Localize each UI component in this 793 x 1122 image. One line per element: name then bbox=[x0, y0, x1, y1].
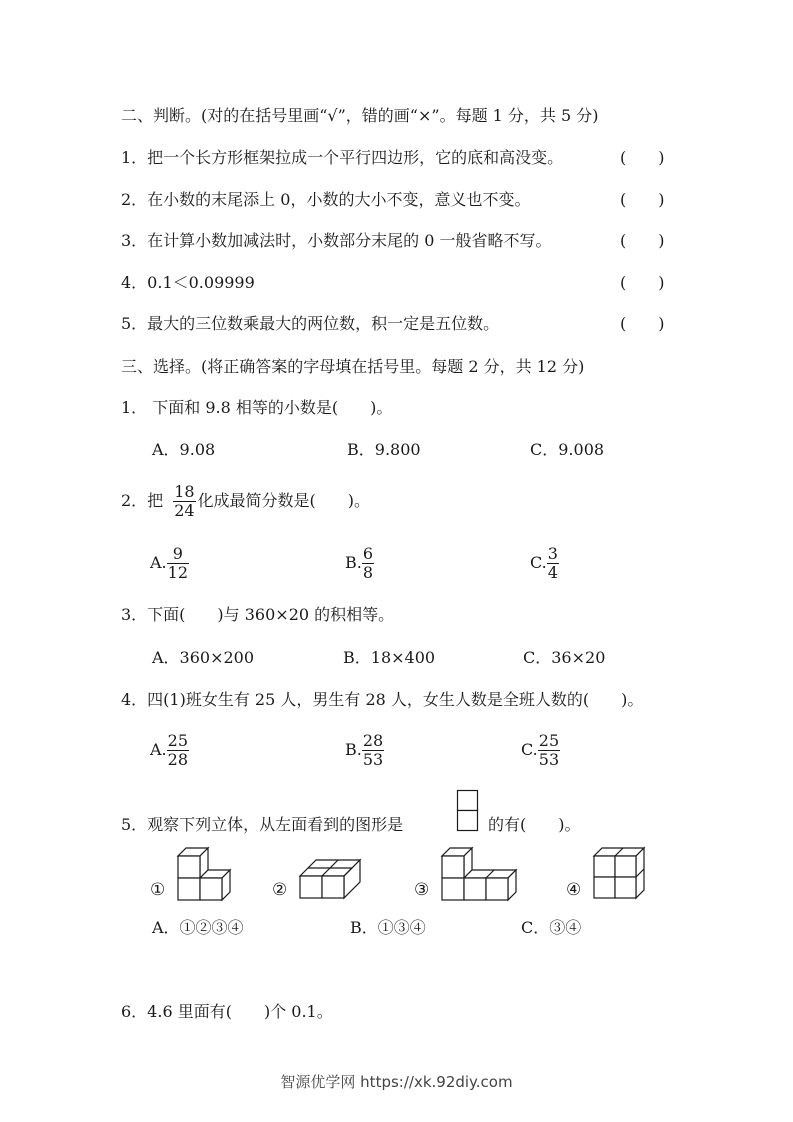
judge-item-4: 4．0.1＜0.09999 bbox=[121, 273, 255, 292]
q4-option-c[interactable] bbox=[521, 730, 560, 770]
q4-option-a-label: A. bbox=[150, 740, 167, 759]
cube-figure-1-icon bbox=[178, 846, 234, 902]
q5-suffix: 的有( )。 bbox=[488, 815, 581, 834]
left-view-shape-icon bbox=[457, 790, 481, 834]
q4-option-b[interactable] bbox=[345, 730, 384, 770]
judge-item-1: 1．把一个长方形框架拉成一个平行四边形，它的底和高没变。 bbox=[121, 148, 564, 167]
judge-item-2: 2．在小数的末尾添上 0，小数的大小不变，意义也不变。 bbox=[121, 190, 531, 209]
answer-paren-4[interactable]: ( ) bbox=[620, 273, 665, 292]
section3-heading: 三、选择。(将正确答案的字母填在括号里。每题 2 分，共 12 分) bbox=[121, 357, 585, 376]
q5-option-a[interactable]: A．①②③④ bbox=[152, 918, 244, 937]
q4-option-c-fraction bbox=[538, 732, 560, 769]
q2-option-a-fraction bbox=[167, 545, 189, 582]
choice-question-3: 3．下面( )与 360×20 的积相等。 bbox=[121, 605, 395, 624]
q1-option-b[interactable]: B．9.800 bbox=[347, 440, 421, 459]
choice-question-1: 1． 下面和 9.8 相等的小数是( )。 bbox=[121, 398, 393, 417]
q2-option-a[interactable] bbox=[150, 543, 189, 583]
cube-figure-3-icon bbox=[442, 846, 518, 902]
q4-option-b-fraction bbox=[362, 732, 384, 769]
section2-heading: 二、判断。(对的在括号里画“√”，错的画“×”。每题 1 分，共 5 分) bbox=[121, 106, 599, 125]
q2-option-c-fraction bbox=[547, 545, 559, 582]
judge-item-5: 5．最大的三位数乘最大的两位数，积一定是五位数。 bbox=[121, 314, 500, 333]
q1-option-a[interactable]: A．9.08 bbox=[152, 440, 216, 459]
q4-option-b-label: B. bbox=[345, 740, 362, 759]
q4-option-a-denominator: 28 bbox=[167, 749, 188, 769]
q4-option-c-denominator: 53 bbox=[538, 749, 560, 769]
q5-option-c[interactable]: C．③④ bbox=[521, 918, 582, 937]
q2-option-c[interactable] bbox=[530, 543, 559, 583]
judge-item-3: 3．在计算小数加减法时，小数部分末尾的 0 一般省略不写。 bbox=[121, 231, 552, 250]
q2-option-c-numerator: 3 bbox=[547, 543, 558, 563]
q4-option-a[interactable] bbox=[150, 730, 189, 770]
q2-option-b-fraction bbox=[362, 545, 374, 582]
q2-option-a-denominator: 12 bbox=[167, 562, 188, 582]
q2-option-a-label: A. bbox=[150, 553, 167, 572]
cube-figure-2-icon bbox=[300, 858, 364, 902]
q4-option-b-numerator: 28 bbox=[362, 730, 384, 750]
q5-prefix: 5．观察下列立体，从左面看到的图形是 bbox=[121, 815, 404, 834]
q5-option-b[interactable]: B．①③④ bbox=[350, 918, 426, 937]
q2-option-c-denominator: 4 bbox=[547, 562, 558, 582]
choice-question-2 bbox=[121, 481, 370, 521]
answer-paren-3[interactable]: ( ) bbox=[620, 231, 665, 250]
q2-fraction-numerator: 18 bbox=[174, 481, 195, 501]
figure-label-4: ④ bbox=[566, 880, 582, 900]
q2-option-b-denominator: 8 bbox=[362, 562, 374, 582]
q2-option-c-label: C. bbox=[530, 553, 547, 572]
q3-option-b[interactable]: B．18×400 bbox=[343, 648, 436, 667]
answer-paren-5[interactable]: ( ) bbox=[620, 314, 665, 333]
q2-suffix: 化成最简分数是( )。 bbox=[197, 491, 371, 510]
q3-option-a[interactable]: A．360×200 bbox=[152, 648, 255, 667]
cube-figure-4-icon bbox=[594, 846, 646, 902]
q4-option-a-fraction bbox=[167, 732, 189, 769]
answer-paren-1[interactable]: ( ) bbox=[620, 148, 665, 167]
q2-option-b[interactable] bbox=[345, 543, 374, 583]
q4-option-a-numerator: 25 bbox=[167, 730, 188, 750]
q4-option-b-denominator: 53 bbox=[362, 749, 384, 769]
figure-label-2: ② bbox=[272, 880, 288, 900]
choice-question-6: 6．4.6 里面有( )个 0.1。 bbox=[121, 1002, 333, 1021]
figure-label-1: ① bbox=[150, 880, 166, 900]
q3-option-c[interactable]: C．36×20 bbox=[523, 648, 606, 667]
q4-option-c-label: C. bbox=[521, 740, 538, 759]
q2-option-a-numerator: 9 bbox=[172, 543, 183, 563]
answer-paren-2[interactable]: ( ) bbox=[620, 190, 665, 209]
choice-question-4: 4．四(1)班女生有 25 人，男生有 28 人，女生人数是全班人数的( )。 bbox=[121, 690, 644, 709]
q2-fraction bbox=[173, 483, 195, 520]
q4-option-c-numerator: 25 bbox=[538, 730, 560, 750]
footer-watermark: 智源优学网 https://xk.92diy.com bbox=[280, 1073, 513, 1091]
figure-label-3: ③ bbox=[414, 880, 430, 900]
q1-option-c[interactable]: C．9.008 bbox=[530, 440, 605, 459]
q2-option-b-label: B. bbox=[345, 553, 362, 572]
q2-fraction-denominator: 24 bbox=[174, 500, 195, 520]
q2-prefix: 2．把 bbox=[121, 491, 164, 510]
q2-option-b-numerator: 6 bbox=[362, 543, 374, 563]
